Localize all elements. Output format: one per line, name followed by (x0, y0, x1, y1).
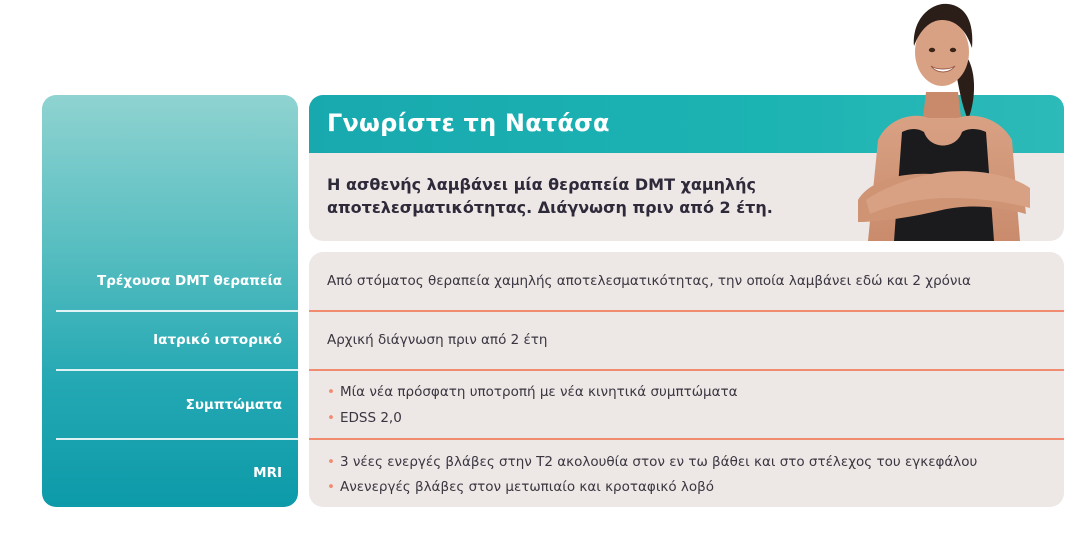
symptom-bullet: • EDSS 2,0 (327, 410, 402, 426)
label-divider (56, 369, 298, 371)
patient-details-card (309, 252, 1064, 507)
medical-history-value: Αρχική διάγνωση πριν από 2 έτη (327, 332, 548, 348)
label-divider (56, 438, 298, 440)
symptom-bullet: • Μία νέα πρόσφατη υποτροπή με νέα κινητικά συμπτώματα (327, 384, 738, 400)
mri-bullet: • 3 νέες ενεργές βλάβες στην T2 ακολουθία στον εν τω βάθει και στο στέλεχος του εγκεφάλου (327, 454, 978, 470)
label-medical-history: Ιατρικό ιστορικό (153, 332, 282, 348)
current-dmt-value: Από στόματος θεραπεία χαμηλής αποτελεσματικότητας, την οποία λαμβάνει εδώ και 2 χρόνια (327, 273, 971, 289)
label-mri: MRI (253, 465, 282, 481)
row-divider (309, 438, 1064, 440)
mri-bullet: • Ανενεργές βλάβες στον μετωπιαίο και κροταφικό λοβό (327, 479, 715, 495)
label-divider (56, 310, 298, 312)
page-title: Γνωρίστε τη Νατάσα (327, 109, 610, 137)
patient-summary: Η ασθενής λαμβάνει μία θεραπεία DMT χαμηλής αποτελεσματικότητας. Διάγνωση πριν από 2 έτη. (327, 175, 773, 217)
row-label-panel (42, 95, 298, 507)
row-divider (309, 310, 1064, 312)
label-symptoms: Συμπτώματα (185, 397, 282, 413)
row-divider (309, 369, 1064, 371)
woman-portrait-image (848, 0, 1038, 241)
label-current-dmt: Τρέχουσα DMT θεραπεία (97, 273, 282, 289)
